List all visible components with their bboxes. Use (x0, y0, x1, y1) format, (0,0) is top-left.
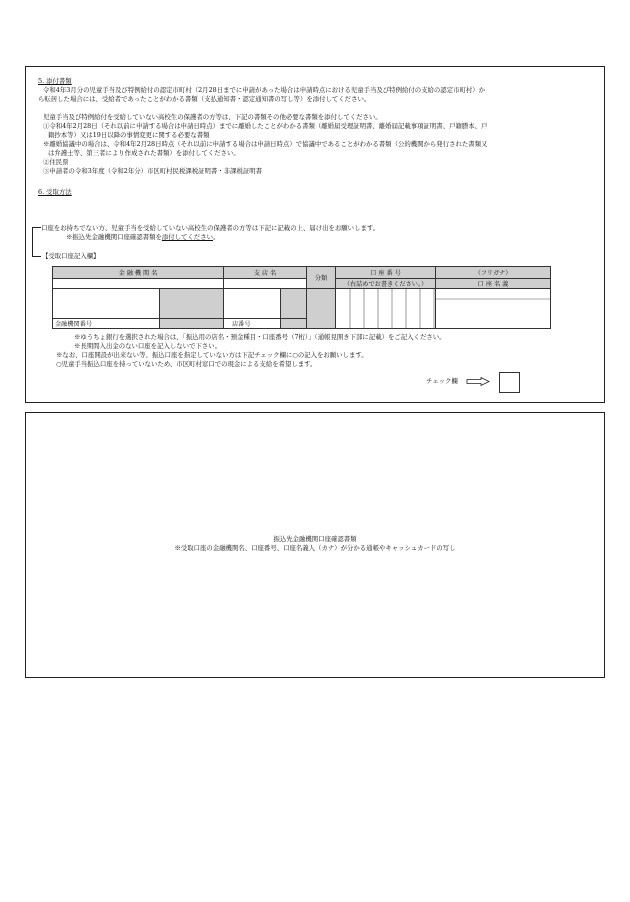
section5-item2: ②住民票 (43, 158, 69, 166)
check-label: チェック欄 (426, 377, 458, 385)
note-dormant: ※長期間入出金のない口座を記入しないで下さい。 (74, 342, 221, 350)
section5-heading: 5. 添付書類 (38, 77, 72, 85)
attachment-title: 振込先金融機関口座確認書類 (273, 535, 357, 543)
note-yucho: ※ゆうちょ銀行を選択された場合は、「振込用の店名・預金種目・口座番号（7桁）」（通帳見開き下部に記載）をご記入ください。 (74, 333, 446, 341)
section5-p1-line1: 令和4年3月分の児童手当及び特例給付の認定市町村（2月28日までに申請があった場合は申請時点における児童手当及び特例給付の支給の認定市町村）か (43, 86, 486, 94)
arrow-right-icon (466, 377, 490, 386)
section5-note-line2: は弁護士等、第三者により作成された書類）を添付してください。 (48, 149, 240, 157)
account-number-subheader: （右詰めでお書きください。） (336, 279, 436, 289)
type-header: 分類 (307, 267, 336, 289)
note-no-account: ※なお、口座開設が出来ない等、振込口座を指定していない方は下記チェック欄に○の記入をお願いします。 (56, 351, 368, 359)
table-title: 【受取口座記入欄】 (42, 252, 100, 260)
section5-p1-line2: ら転居した場合には、受給者であったことがわかる書類（支払通知書・認定通知書の写し等）を添付してください。 (38, 95, 371, 103)
section5-item1-line2: 籍抄本等）又は19日以降の事情変更に関する必要な書類 (48, 131, 210, 139)
branch-code-field[interactable] (281, 319, 307, 329)
branch-name-field[interactable] (224, 289, 281, 319)
attachment-box (25, 412, 605, 678)
type-field[interactable] (307, 289, 336, 329)
section6-heading: 6. 受取方法 (38, 188, 72, 196)
section5-item1-line1: ①令和4年2月28日（それ以前に申請する場合は申請日時点）までに離婚したことがわかる書類（離婚届受理証明書、離婚届記載事項証明書、戸籍謄本、戸 (43, 122, 488, 130)
account-table (52, 266, 551, 329)
section5-item3: ③申請者の令和3年度（令和2年分）市区町村民税課税証明書・非課税証明書 (43, 167, 263, 175)
branch-name-header: 支 店 名 (224, 267, 307, 279)
note-cash: ○児童手当振込口座を持っていないため、市区町村窓口での現金による支給を希望します。 (56, 360, 317, 368)
attachment-desc: ※受取口座の金融機関名、口座番号、口座名義人（カナ）が分かる通帳やキャッシュカードの写し (174, 544, 456, 552)
account-number-field[interactable] (336, 289, 436, 329)
section5-p2: 児童手当及び特例給付を受給していない高校生の保護者の方等は、下記の書類その他必要な書類を添付してください。 (43, 113, 382, 121)
section5-note-line1: ※離婚協議中の場合は、令和4年2月28日時点（それ以前に申請する場合は申請日時点）で協議中であることがわかる書類（公的機関から発行された書類又 (43, 140, 488, 148)
application-section-box (25, 66, 605, 403)
account-holder-header: 口 座 名 義 (436, 279, 551, 289)
kana-header: （フリガナ） (436, 267, 551, 279)
account-number-header: 口 座 番 号 (336, 267, 436, 279)
bracket-arrow (32, 227, 41, 257)
bank-name-header: 金 融 機 関 名 (53, 267, 224, 279)
bank-code-label: 金融機関番号 (53, 319, 160, 329)
bank-name-field[interactable] (53, 289, 160, 319)
account-holder-field[interactable] (436, 289, 551, 329)
branch-code-label: 店番号 (224, 319, 281, 329)
bank-code-field[interactable] (160, 319, 224, 329)
section6-line1: 口座をお持ちでない方、児童手当を受給していない高校生の保護者の方等は下記に記載の上、届け出をお願いします。 (41, 224, 380, 232)
section6-line2: ※振込先金融機関口座確認書類を添付してください。 (66, 233, 220, 241)
attach-link: 添付してください (161, 233, 213, 241)
check-box[interactable] (499, 372, 520, 393)
